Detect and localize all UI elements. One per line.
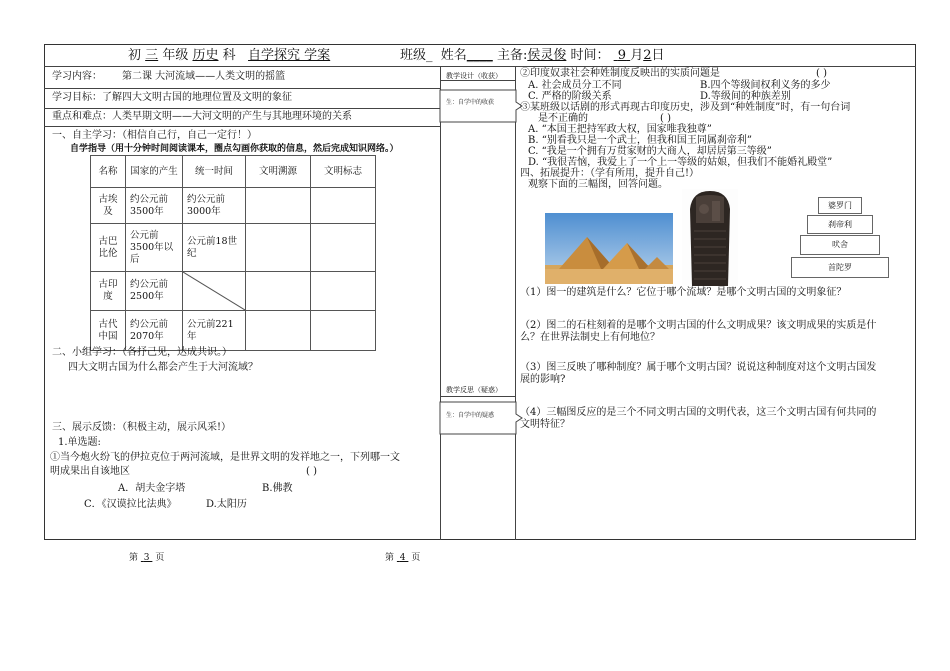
section-4-title: 四、拓展提升：（学有所用，提升自己!） — [520, 168, 700, 179]
row-line — [44, 88, 440, 89]
origin-cell[interactable] — [246, 311, 311, 351]
country-name: 古巴比伦 — [91, 224, 126, 272]
header-meta: 班级_ 姓名____ 主备:侯灵俊 时间： 9 月2日 — [400, 48, 665, 63]
origin-cell[interactable] — [246, 224, 311, 272]
table-row — [91, 272, 376, 311]
expansion-q4-cont: 文明特征？ — [520, 419, 570, 430]
expansion-q3: （3）图三反映了哪种制度？属于哪个文明古国？说说这种制度对这个文明古国发 — [520, 362, 877, 373]
content-label: 学习内容： — [52, 71, 102, 82]
section-3-title: 三、展示反馈：（积极主动，展示风采!） — [52, 422, 232, 433]
q3-stem-cont: 是不正确的 — [538, 113, 588, 124]
q2-option-c[interactable]: C. 严格的阶级关系 — [528, 91, 612, 102]
birth-time: 约公元前2500年 — [126, 272, 183, 311]
birth-time: 公元前3500年以后 — [126, 224, 183, 272]
section-1-title: 一、自主学习：（相信自己行，自己一定行！） — [52, 130, 257, 141]
design-label: 教学设计（收获） — [446, 72, 502, 80]
section-1-guide: 自学指导（用十分钟时间阅读课本，圈点勾画你获取的信息，然后完成知识网络。） — [70, 144, 399, 154]
page-header: 初 三 年级 历史 科 自学探究 学案 — [128, 48, 331, 63]
callout-1-text: 生：自学中的收获 — [446, 99, 495, 106]
table-row — [91, 311, 376, 351]
section-3-subtitle: 1.单选题: — [58, 437, 101, 448]
q3-option-d[interactable]: D. “我很苦恼，我爱上了一个上一等级的姑娘，但我们不能婚礼殿堂” — [528, 157, 833, 168]
row-line — [44, 126, 440, 127]
birth-time: 约公元前3500年 — [126, 188, 183, 224]
row-line — [440, 80, 515, 81]
q3-option-c[interactable]: C. “我是一个拥有万贯家财的大商人，却居居第三等级” — [528, 146, 772, 157]
row-line — [440, 396, 515, 397]
table-row — [91, 224, 376, 272]
q1-answer-blank[interactable]: ( ) — [306, 466, 317, 477]
caste-brahmin: 婆罗门 — [818, 197, 862, 214]
origin-cell[interactable] — [246, 272, 311, 311]
q3-option-a[interactable]: A. “本国王把持军政大权，国家唯我独尊” — [528, 124, 712, 135]
expansion-q2-cont: 么？在世界法制史上有何地位？ — [520, 332, 660, 343]
symbol-cell[interactable] — [311, 272, 376, 311]
diagonal-slash — [183, 272, 245, 310]
q1-stem-cont: 明成果出自该地区 — [50, 466, 130, 477]
table-header: 名称 — [91, 156, 126, 188]
expansion-q1: （1）图一的建筑是什么？它位于哪个流域？是哪个文明古国的文明象征？ — [520, 287, 847, 298]
birth-time: 约公元前2070年 — [126, 311, 183, 351]
table-row — [91, 188, 376, 224]
q2-option-d[interactable]: D.等级间的种族差别 — [700, 91, 791, 102]
callout-2-text: 生：自学中的疑惑 — [446, 412, 495, 419]
symbol-cell[interactable] — [311, 188, 376, 224]
unify-time-empty — [183, 272, 246, 311]
column-divider-left — [440, 66, 441, 540]
unify-time: 公元前221年 — [183, 311, 246, 351]
country-name: 古埃及 — [91, 188, 126, 224]
caste-shudra: 首陀罗 — [791, 257, 889, 278]
symbol-cell[interactable] — [311, 224, 376, 272]
table-header: 文明溯源 — [246, 156, 311, 188]
expansion-q4: （4）三幅图反应的是三个不同文明古国的文明代表，这三个文明古国有何共同的 — [520, 407, 877, 418]
header-divider — [44, 66, 916, 67]
q2-option-b[interactable]: B.四个等级间权利义务的多少 — [700, 80, 831, 91]
key-point: 重点和难点：人类早期文明——大河文明的产生与其地理环境的关系 — [52, 111, 352, 122]
q1-option-b[interactable]: B.佛教 — [262, 483, 293, 494]
unify-time: 公元前18世纪 — [183, 224, 246, 272]
page-number-left: 第 3 页 — [129, 553, 165, 563]
q1-stem: ①当今炮火纷飞的伊拉克位于两河流域，是世界文明的发祥地之一，下列哪一文 — [50, 452, 400, 463]
q3-option-b[interactable]: B. “别看我只是一个武士，但我和国王同属刹帝利” — [528, 135, 752, 146]
pyramids-image — [545, 213, 673, 284]
column-divider-right — [515, 66, 516, 540]
section-2-title: 二、小组学习：（各抒己见，达成共识。） — [52, 347, 232, 358]
row-line — [44, 108, 440, 109]
caste-kshatriya: 刹帝利 — [807, 215, 873, 234]
learning-goal: 学习目标：了解四大文明古国的地理位置及文明的象征 — [52, 92, 292, 103]
q2-answer-blank[interactable]: ( ) — [816, 68, 827, 79]
q1-option-a[interactable]: A．胡夫金字塔 — [118, 483, 186, 494]
q1-option-c[interactable]: C．《汉谟拉比法典》 — [84, 499, 177, 510]
country-name: 古印度 — [91, 272, 126, 311]
lesson-title: 第二课 大河流域——人类文明的摇篮 — [122, 71, 286, 82]
table-header: 文明标志 — [311, 156, 376, 188]
q3-stem: ③某班级以话剧的形式再现古印度历史，涉及到“种姓制度”时，有一句台词 — [520, 102, 851, 113]
reflect-label: 教学反思（疑惑） — [446, 386, 502, 394]
table-header: 统一时间 — [183, 156, 246, 188]
q1-option-d[interactable]: D.太阳历 — [206, 499, 247, 510]
section-2-question: 四大文明古国为什么都会产生于大河流域？ — [68, 362, 258, 373]
page-number-right: 第 4 页 — [385, 553, 421, 563]
stone-pillar-image — [682, 189, 738, 286]
country-name: 古代中国 — [91, 311, 126, 351]
caste-vaishya: 吠舍 — [800, 235, 880, 255]
q2-option-a[interactable]: A. 社会成员分工不同 — [528, 80, 622, 91]
table-header-row — [91, 156, 376, 188]
civilization-table — [90, 155, 376, 351]
symbol-cell[interactable] — [311, 311, 376, 351]
unify-time: 约公元前3000年 — [183, 188, 246, 224]
section-4-intro: 观察下面的三幅图，回答问题。 — [528, 179, 668, 190]
expansion-q2: （2）图二的石柱刻着的是哪个文明古国的什么文明成果？该文明成果的实质是什 — [520, 320, 877, 331]
expansion-q3-cont: 展的影响? — [520, 374, 566, 385]
table-header: 国家的产生 — [126, 156, 183, 188]
origin-cell[interactable] — [246, 188, 311, 224]
q2-stem: ②印度奴隶社会种姓制度反映出的实质问题是 — [520, 68, 720, 79]
q3-answer-blank[interactable]: ( ) — [660, 113, 671, 124]
